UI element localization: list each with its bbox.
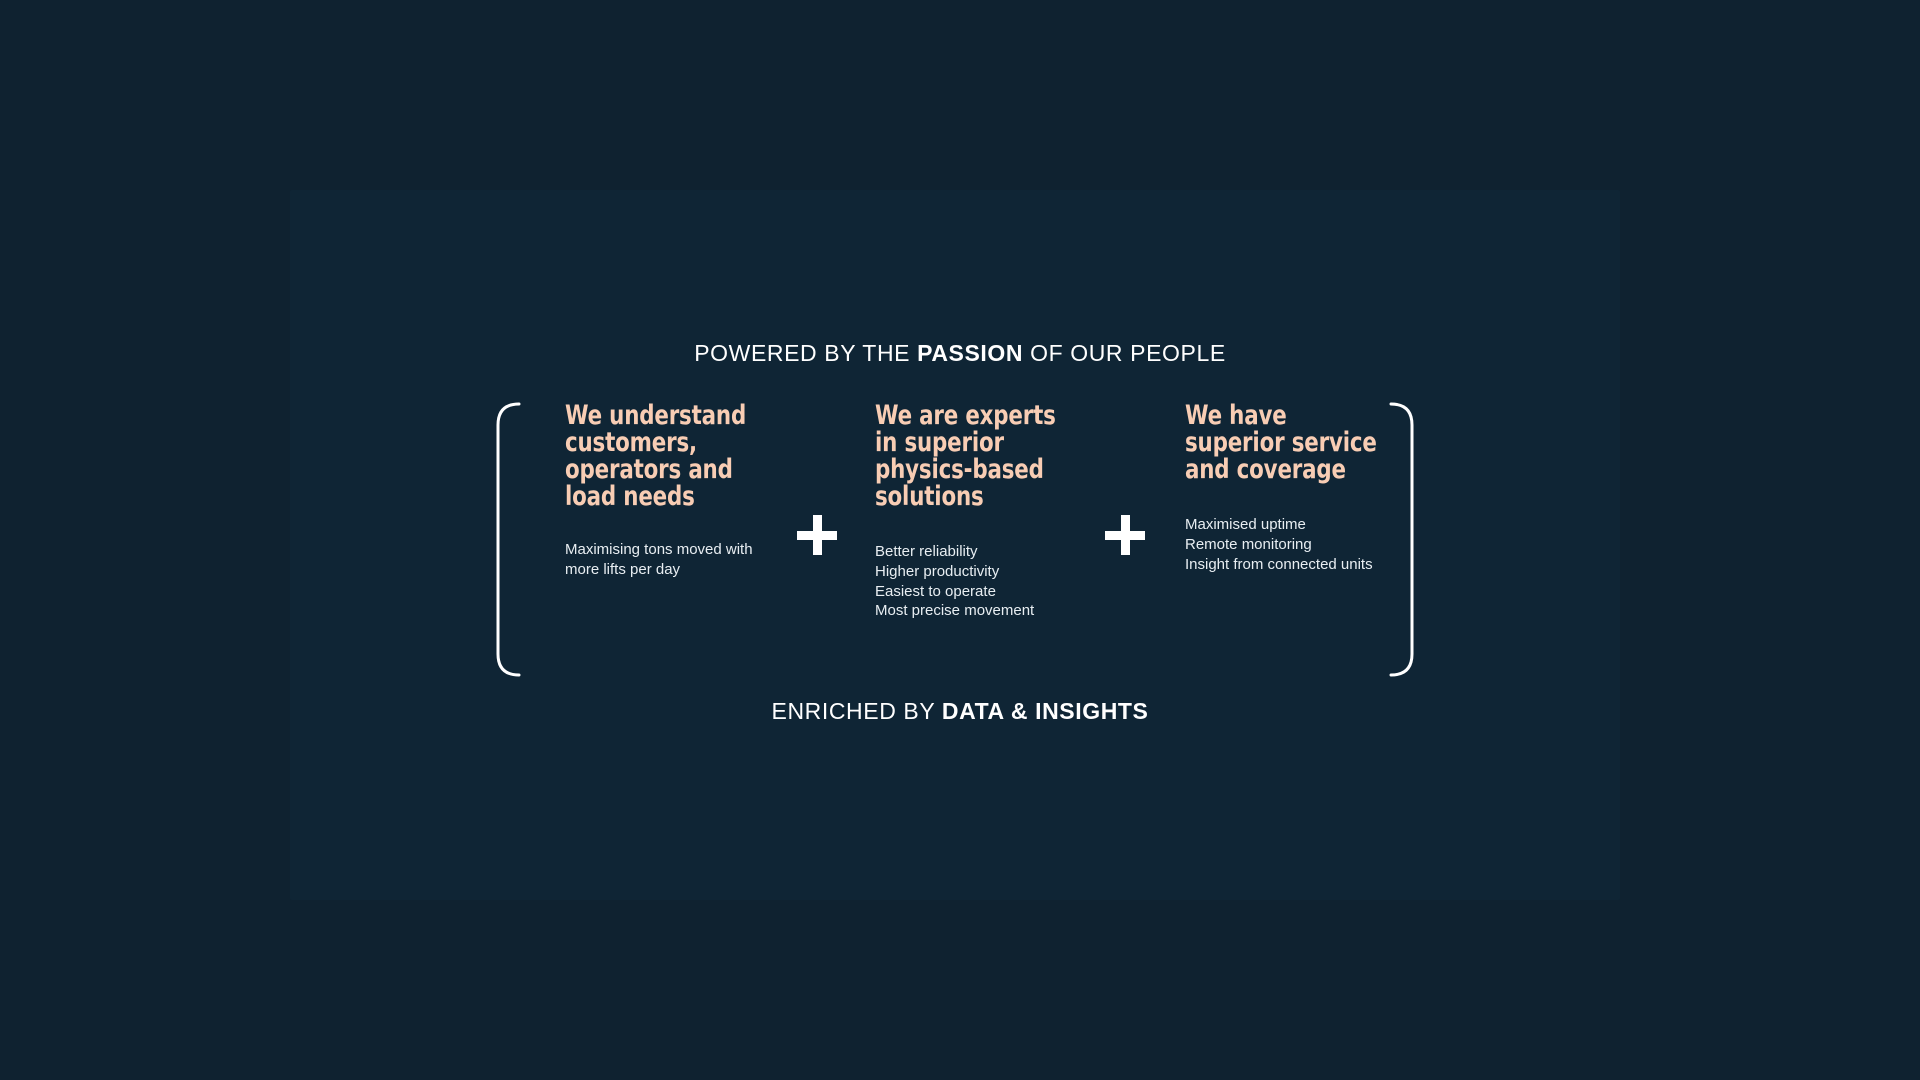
plus-separator-2-icon (1105, 515, 1145, 555)
detail-line: Insight from connected units (1185, 555, 1373, 573)
value-column-3-details (1185, 515, 1390, 574)
value-column-1-details (565, 540, 790, 580)
detail-line: Remote monitoring (1185, 535, 1312, 553)
detail-line: Better reliability (875, 543, 978, 560)
bottom-caption (0, 698, 1920, 725)
bracket-group (495, 402, 1415, 677)
detail-line: Maximising tons moved with (565, 541, 753, 558)
top-caption (0, 340, 1920, 367)
detail-line: more lifts per day (565, 560, 681, 578)
left-bracket-icon (495, 402, 521, 677)
detail-line: Maximised uptime (1185, 516, 1306, 533)
bottom-caption-prefix: ENRICHED BY (771, 698, 942, 724)
value-column-1-heading: We understand customers, operators and load needs (565, 400, 747, 512)
bottom-caption-emphasis: DATA & INSIGHTS (941, 698, 1149, 724)
plus-separator-1-icon (797, 515, 837, 555)
detail-line: Easiest to operate (875, 582, 996, 600)
value-column-3-heading: We have superior service and coverage (1185, 400, 1377, 485)
right-bracket-icon (1389, 402, 1415, 677)
value-column-2-heading: We are experts in superior physics-based solutions (875, 400, 1056, 512)
value-columns (529, 402, 1381, 677)
value-column-3 (1185, 402, 1390, 574)
value-column-2-details (875, 542, 1075, 621)
detail-line: Most precise movement (875, 602, 1035, 620)
value-column-2 (875, 402, 1075, 621)
top-caption-prefix: POWERED BY THE (694, 340, 918, 366)
value-column-1 (565, 402, 790, 580)
top-caption-suffix: OF OUR PEOPLE (1023, 340, 1226, 366)
top-caption-emphasis: PASSION (917, 340, 1024, 366)
detail-line: Higher productivity (875, 562, 1000, 580)
